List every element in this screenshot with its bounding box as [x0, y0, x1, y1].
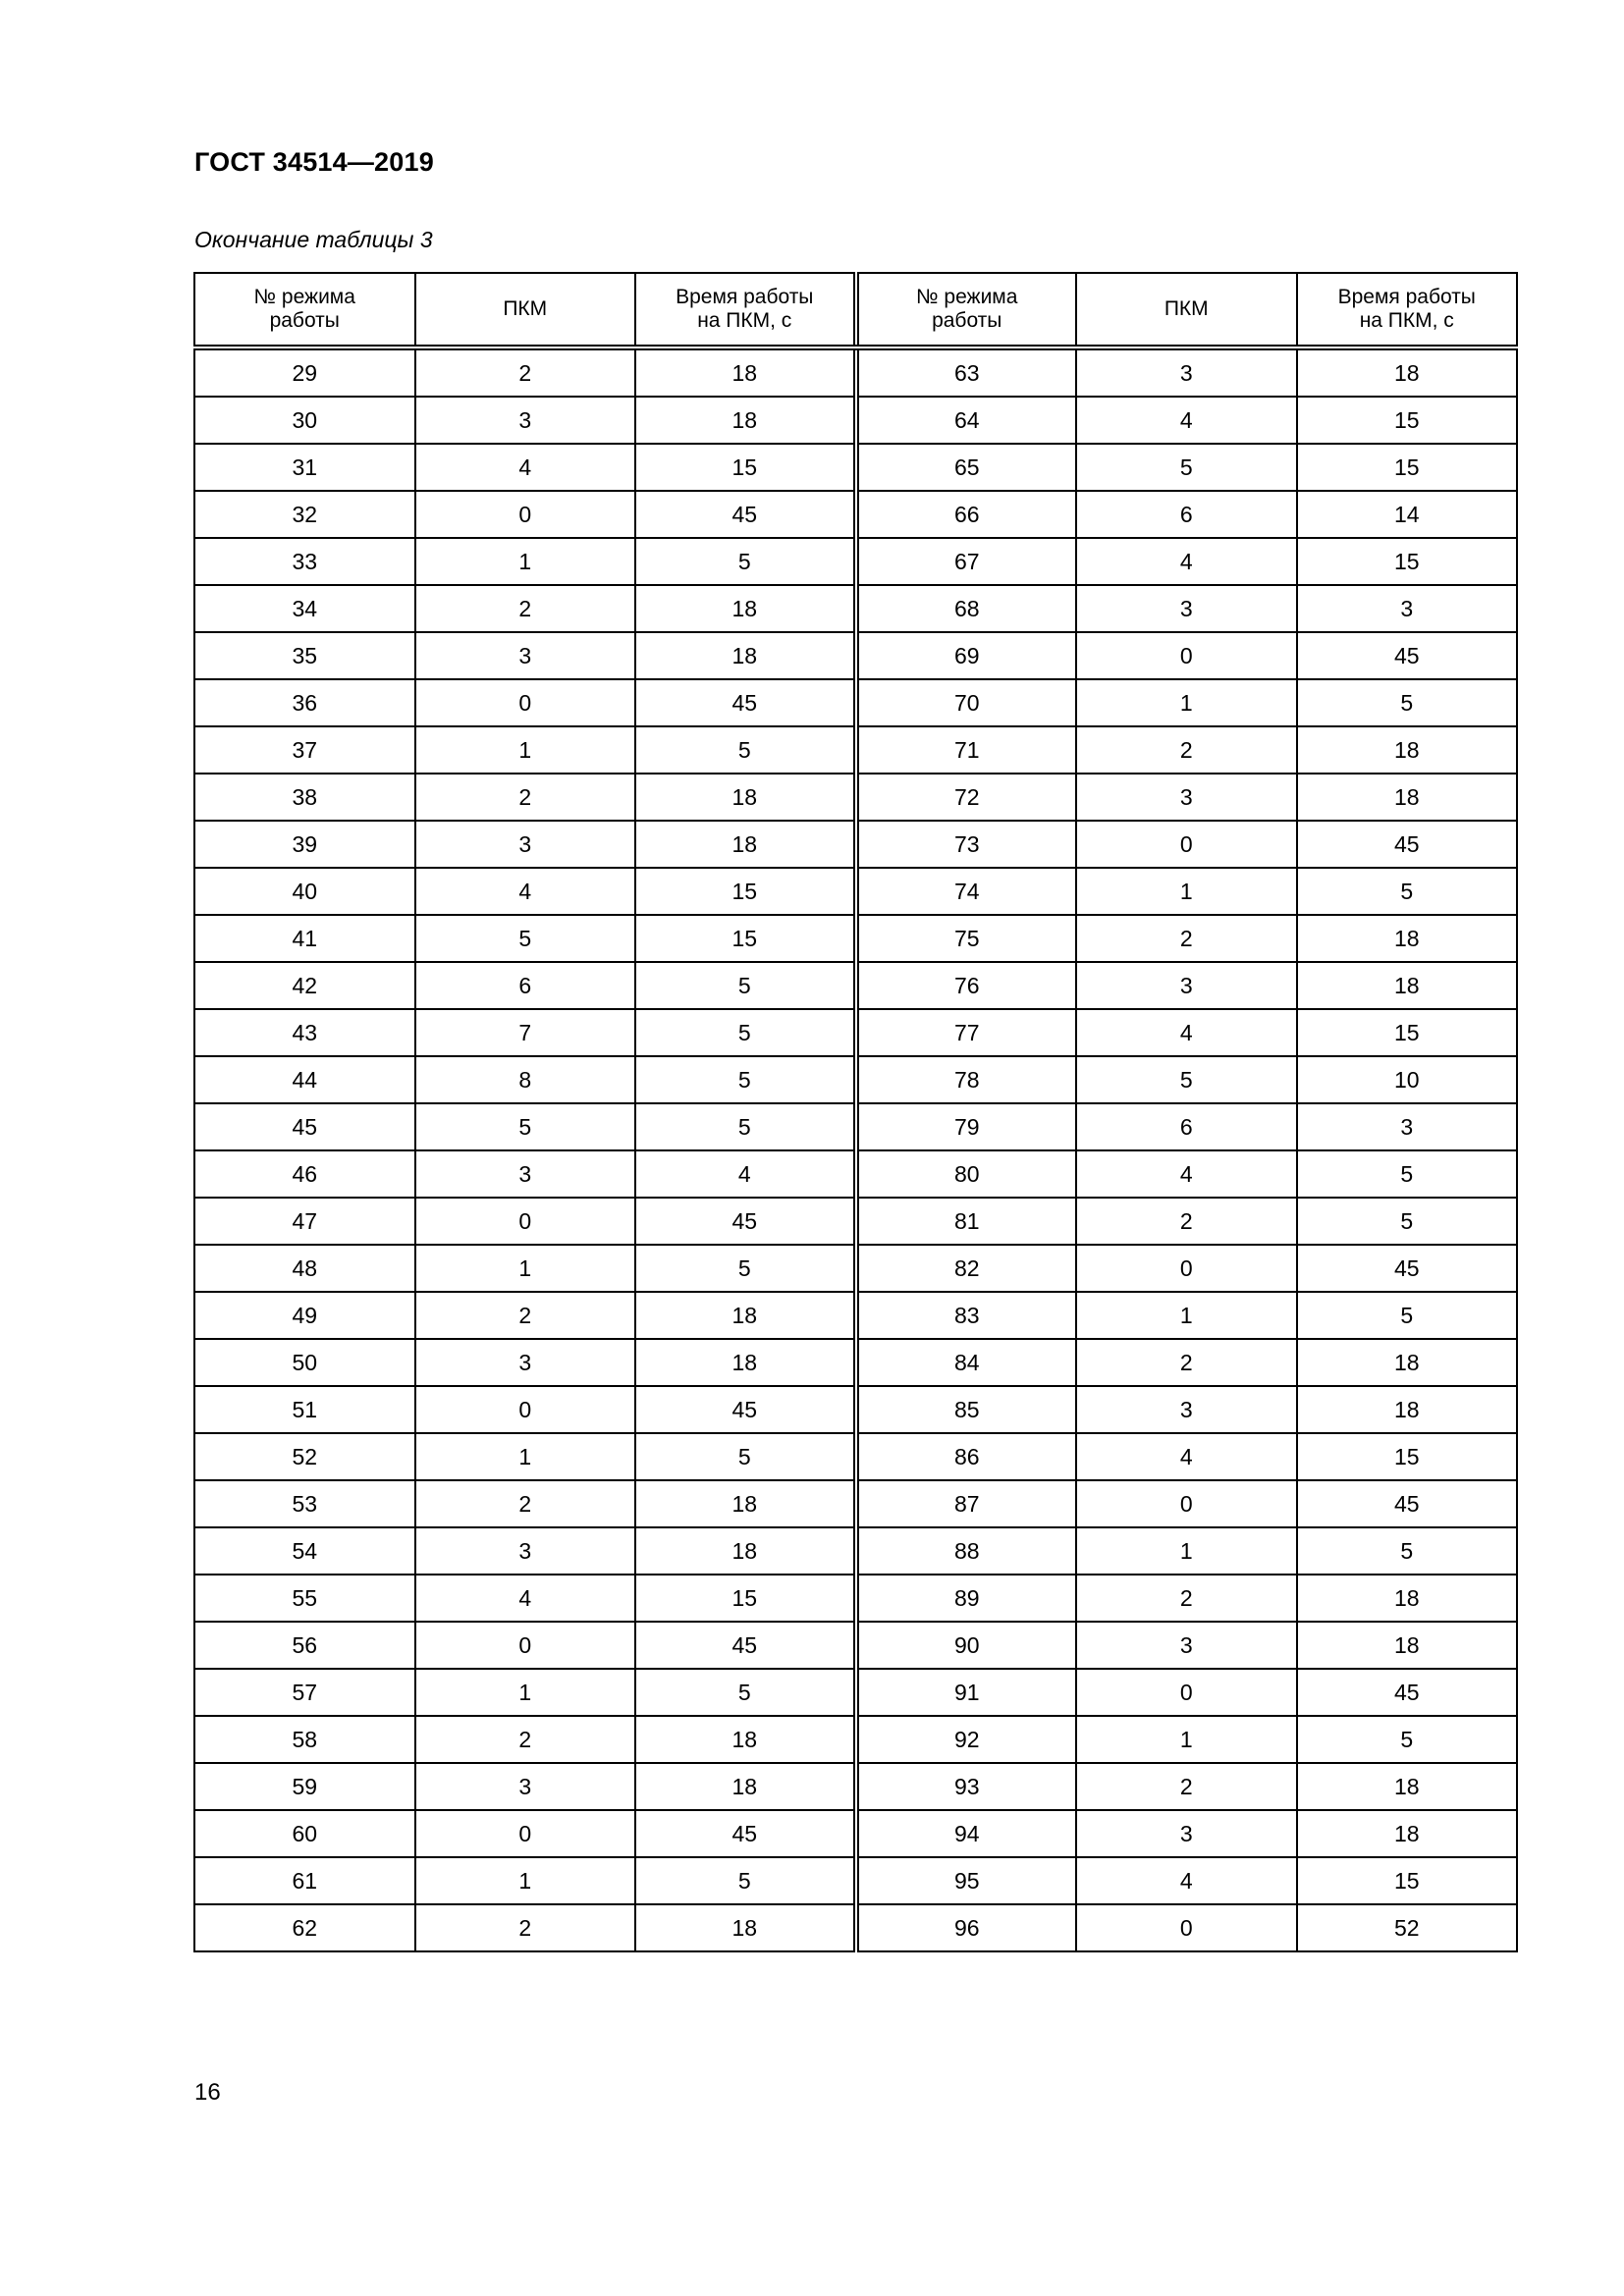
- pkm-cell: 0: [1076, 632, 1297, 679]
- mode-number-cell: 83: [856, 1292, 1077, 1339]
- work-time-cell: 52: [1297, 1904, 1518, 1951]
- header-work-time: [635, 273, 856, 347]
- mode-number-cell: 85: [856, 1386, 1077, 1433]
- pkm-cell: 1: [415, 1245, 636, 1292]
- mode-number-cell: 57: [194, 1669, 415, 1716]
- work-time-cell: 18: [635, 821, 856, 868]
- work-time-cell: 15: [1297, 1009, 1518, 1056]
- pkm-cell: 0: [1076, 1480, 1297, 1527]
- work-time-cell: 18: [1297, 1622, 1518, 1669]
- work-time-cell: 45: [1297, 1480, 1518, 1527]
- table-row: [194, 1575, 1517, 1622]
- mode-number-cell: 60: [194, 1810, 415, 1857]
- header-text-line: работы: [269, 309, 340, 332]
- work-time-cell: 18: [635, 347, 856, 397]
- mode-number-cell: 38: [194, 774, 415, 821]
- pkm-cell: 0: [415, 1810, 636, 1857]
- mode-number-cell: 73: [856, 821, 1077, 868]
- table-row: [194, 1857, 1517, 1904]
- pkm-cell: 8: [415, 1056, 636, 1103]
- mode-number-cell: 64: [856, 397, 1077, 444]
- table-row: [194, 1622, 1517, 1669]
- pkm-cell: 1: [415, 1857, 636, 1904]
- pkm-cell: 1: [1076, 868, 1297, 915]
- work-time-cell: 45: [1297, 821, 1518, 868]
- header-text-line: Время работы: [676, 286, 814, 308]
- pkm-cell: 6: [1076, 491, 1297, 538]
- pkm-cell: 0: [1076, 1669, 1297, 1716]
- mode-number-cell: 35: [194, 632, 415, 679]
- work-time-cell: 15: [1297, 538, 1518, 585]
- mode-number-cell: 89: [856, 1575, 1077, 1622]
- pkm-cell: 4: [1076, 538, 1297, 585]
- work-time-cell: 45: [635, 1386, 856, 1433]
- pkm-cell: 2: [415, 347, 636, 397]
- work-time-cell: 15: [635, 1575, 856, 1622]
- work-time-cell: 18: [635, 774, 856, 821]
- work-time-cell: 18: [635, 1339, 856, 1386]
- pkm-cell: 3: [415, 632, 636, 679]
- work-time-cell: 45: [1297, 632, 1518, 679]
- work-time-cell: 5: [1297, 1198, 1518, 1245]
- header-text-line: на ПКМ, с: [697, 309, 792, 332]
- mode-number-cell: 47: [194, 1198, 415, 1245]
- pkm-cell: 1: [415, 538, 636, 585]
- work-time-cell: 18: [1297, 1810, 1518, 1857]
- header-text-line: № режима: [253, 286, 355, 308]
- pkm-cell: 4: [1076, 1433, 1297, 1480]
- pkm-cell: 3: [1076, 1386, 1297, 1433]
- work-time-cell: 18: [635, 632, 856, 679]
- pkm-cell: 0: [415, 1386, 636, 1433]
- pkm-cell: 2: [1076, 1575, 1297, 1622]
- work-time-cell: 15: [635, 444, 856, 491]
- table-row: [194, 1480, 1517, 1527]
- work-time-cell: 3: [1297, 1103, 1518, 1150]
- table-row: [194, 1433, 1517, 1480]
- pkm-cell: 0: [1076, 1245, 1297, 1292]
- work-time-cell: 18: [635, 1904, 856, 1951]
- mode-number-cell: 36: [194, 679, 415, 726]
- mode-number-cell: 75: [856, 915, 1077, 962]
- document-title: ГОСТ 34514—2019: [194, 147, 434, 177]
- mode-number-cell: 32: [194, 491, 415, 538]
- work-time-cell: 18: [1297, 726, 1518, 774]
- work-time-cell: 5: [635, 1669, 856, 1716]
- mode-number-cell: 74: [856, 868, 1077, 915]
- pkm-cell: 5: [1076, 1056, 1297, 1103]
- mode-number-cell: 81: [856, 1198, 1077, 1245]
- table-row: [194, 1198, 1517, 1245]
- work-time-cell: 45: [635, 491, 856, 538]
- table-row: [194, 538, 1517, 585]
- header-mode-number: [194, 273, 415, 347]
- table-row: [194, 821, 1517, 868]
- table-row: [194, 397, 1517, 444]
- pkm-cell: 3: [415, 1527, 636, 1575]
- pkm-cell: 2: [415, 585, 636, 632]
- table-row: [194, 915, 1517, 962]
- table-row: [194, 491, 1517, 538]
- pkm-cell: 3: [1076, 1622, 1297, 1669]
- mode-number-cell: 53: [194, 1480, 415, 1527]
- work-time-cell: 5: [635, 1103, 856, 1150]
- table-row: [194, 868, 1517, 915]
- work-time-cell: 15: [1297, 1857, 1518, 1904]
- mode-number-cell: 51: [194, 1386, 415, 1433]
- table-row: [194, 726, 1517, 774]
- mode-number-cell: 40: [194, 868, 415, 915]
- mode-number-cell: 44: [194, 1056, 415, 1103]
- mode-number-cell: 56: [194, 1622, 415, 1669]
- work-time-cell: 18: [1297, 962, 1518, 1009]
- mode-number-cell: 82: [856, 1245, 1077, 1292]
- pkm-cell: 4: [415, 444, 636, 491]
- pkm-cell: 1: [1076, 679, 1297, 726]
- work-time-cell: 18: [635, 1480, 856, 1527]
- header-text-line: Время работы: [1337, 286, 1476, 308]
- work-time-cell: 45: [635, 679, 856, 726]
- mode-number-cell: 46: [194, 1150, 415, 1198]
- work-time-cell: 5: [635, 962, 856, 1009]
- mode-number-cell: 78: [856, 1056, 1077, 1103]
- pkm-cell: 3: [415, 821, 636, 868]
- table-row: [194, 585, 1517, 632]
- mode-number-cell: 72: [856, 774, 1077, 821]
- mode-number-cell: 70: [856, 679, 1077, 726]
- work-time-cell: 15: [1297, 397, 1518, 444]
- mode-number-cell: 59: [194, 1763, 415, 1810]
- pkm-cell: 1: [415, 726, 636, 774]
- mode-number-cell: 68: [856, 585, 1077, 632]
- mode-number-cell: 87: [856, 1480, 1077, 1527]
- work-time-cell: 18: [1297, 347, 1518, 397]
- table-row: [194, 1292, 1517, 1339]
- pkm-cell: 2: [415, 774, 636, 821]
- header-mode-number: [856, 273, 1077, 347]
- mode-number-cell: 37: [194, 726, 415, 774]
- work-time-cell: 18: [1297, 1575, 1518, 1622]
- data-table: [193, 272, 1518, 1952]
- work-time-cell: 15: [1297, 444, 1518, 491]
- mode-number-cell: 55: [194, 1575, 415, 1622]
- pkm-cell: 1: [415, 1669, 636, 1716]
- work-time-cell: 18: [1297, 1763, 1518, 1810]
- work-time-cell: 45: [1297, 1669, 1518, 1716]
- mode-number-cell: 33: [194, 538, 415, 585]
- pkm-cell: 5: [415, 1103, 636, 1150]
- pkm-cell: 2: [415, 1480, 636, 1527]
- pkm-cell: 2: [1076, 915, 1297, 962]
- table-row: [194, 1103, 1517, 1150]
- mode-number-cell: 43: [194, 1009, 415, 1056]
- pkm-cell: 1: [1076, 1716, 1297, 1763]
- work-time-cell: 45: [635, 1810, 856, 1857]
- pkm-cell: 0: [415, 491, 636, 538]
- pkm-cell: 0: [415, 679, 636, 726]
- mode-number-cell: 92: [856, 1716, 1077, 1763]
- header-pkm: [415, 273, 636, 347]
- work-time-cell: 5: [635, 1009, 856, 1056]
- pkm-cell: 3: [415, 1763, 636, 1810]
- pkm-cell: 2: [1076, 1763, 1297, 1810]
- table-row: [194, 1245, 1517, 1292]
- pkm-cell: 0: [415, 1622, 636, 1669]
- pkm-cell: 4: [1076, 1857, 1297, 1904]
- pkm-cell: 0: [415, 1198, 636, 1245]
- mode-number-cell: 29: [194, 347, 415, 397]
- work-time-cell: 18: [635, 1763, 856, 1810]
- work-time-cell: 18: [1297, 774, 1518, 821]
- pkm-cell: 3: [1076, 962, 1297, 1009]
- mode-number-cell: 86: [856, 1433, 1077, 1480]
- header-pkm: [1076, 273, 1297, 347]
- pkm-cell: 3: [415, 1339, 636, 1386]
- pkm-cell: 3: [1076, 774, 1297, 821]
- pkm-cell: 7: [415, 1009, 636, 1056]
- mode-number-cell: 66: [856, 491, 1077, 538]
- work-time-cell: 18: [635, 585, 856, 632]
- pkm-cell: 1: [1076, 1292, 1297, 1339]
- work-time-cell: 5: [1297, 1292, 1518, 1339]
- mode-number-cell: 76: [856, 962, 1077, 1009]
- work-time-cell: 45: [1297, 1245, 1518, 1292]
- mode-number-cell: 52: [194, 1433, 415, 1480]
- work-time-cell: 18: [1297, 1386, 1518, 1433]
- pkm-cell: 2: [415, 1292, 636, 1339]
- table-row: [194, 1810, 1517, 1857]
- mode-number-cell: 45: [194, 1103, 415, 1150]
- pkm-cell: 2: [1076, 726, 1297, 774]
- mode-number-cell: 80: [856, 1150, 1077, 1198]
- mode-number-cell: 34: [194, 585, 415, 632]
- pkm-cell: 3: [415, 397, 636, 444]
- pkm-cell: 6: [415, 962, 636, 1009]
- pkm-cell: 0: [1076, 1904, 1297, 1951]
- work-time-cell: 18: [1297, 915, 1518, 962]
- mode-number-cell: 77: [856, 1009, 1077, 1056]
- work-time-cell: 45: [635, 1622, 856, 1669]
- table-row: [194, 1009, 1517, 1056]
- mode-number-cell: 48: [194, 1245, 415, 1292]
- table-row: [194, 1386, 1517, 1433]
- mode-number-cell: 61: [194, 1857, 415, 1904]
- table-row: [194, 962, 1517, 1009]
- mode-number-cell: 42: [194, 962, 415, 1009]
- page-number: 16: [194, 2079, 221, 2106]
- mode-number-cell: 62: [194, 1904, 415, 1951]
- table-row: [194, 1669, 1517, 1716]
- header-text-line: № режима: [916, 286, 1018, 308]
- work-time-cell: 5: [635, 1056, 856, 1103]
- work-time-cell: 5: [635, 1857, 856, 1904]
- table-row: [194, 1056, 1517, 1103]
- pkm-cell: 4: [1076, 1009, 1297, 1056]
- pkm-cell: 6: [1076, 1103, 1297, 1150]
- table-row: [194, 774, 1517, 821]
- mode-number-cell: 90: [856, 1622, 1077, 1669]
- pkm-cell: 4: [415, 868, 636, 915]
- mode-number-cell: 30: [194, 397, 415, 444]
- header-text-line: работы: [932, 309, 1002, 332]
- work-time-cell: 18: [635, 397, 856, 444]
- work-time-cell: 5: [1297, 679, 1518, 726]
- mode-number-cell: 65: [856, 444, 1077, 491]
- table-row: [194, 1150, 1517, 1198]
- table-body: [194, 347, 1517, 1951]
- table-row: [194, 444, 1517, 491]
- work-time-cell: 3: [1297, 585, 1518, 632]
- mode-number-cell: 69: [856, 632, 1077, 679]
- pkm-cell: 2: [1076, 1339, 1297, 1386]
- header-work-time: [1297, 273, 1518, 347]
- mode-number-cell: 94: [856, 1810, 1077, 1857]
- header-text-line: ПКМ: [1164, 297, 1209, 320]
- pkm-cell: 4: [415, 1575, 636, 1622]
- pkm-cell: 3: [1076, 347, 1297, 397]
- table-row: [194, 347, 1517, 397]
- table-row: [194, 632, 1517, 679]
- work-time-cell: 4: [635, 1150, 856, 1198]
- table-row: [194, 1716, 1517, 1763]
- mode-number-cell: 49: [194, 1292, 415, 1339]
- table-caption: Окончание таблицы 3: [194, 227, 433, 252]
- table-header-row: [194, 273, 1517, 347]
- work-time-cell: 45: [635, 1198, 856, 1245]
- table-row: [194, 679, 1517, 726]
- pkm-cell: 2: [415, 1904, 636, 1951]
- table-row: [194, 1339, 1517, 1386]
- pkm-cell: 4: [1076, 397, 1297, 444]
- mode-number-cell: 93: [856, 1763, 1077, 1810]
- pkm-cell: 1: [1076, 1527, 1297, 1575]
- pkm-cell: 0: [1076, 821, 1297, 868]
- work-time-cell: 18: [1297, 1339, 1518, 1386]
- pkm-cell: 4: [1076, 1150, 1297, 1198]
- table-row: [194, 1763, 1517, 1810]
- header-text-line: ПКМ: [503, 297, 548, 320]
- mode-number-cell: 88: [856, 1527, 1077, 1575]
- work-time-cell: 5: [1297, 1150, 1518, 1198]
- pkm-cell: 2: [1076, 1198, 1297, 1245]
- mode-number-cell: 84: [856, 1339, 1077, 1386]
- work-time-cell: 18: [635, 1716, 856, 1763]
- work-time-cell: 15: [635, 868, 856, 915]
- work-time-cell: 5: [635, 538, 856, 585]
- mode-number-cell: 50: [194, 1339, 415, 1386]
- work-time-cell: 14: [1297, 491, 1518, 538]
- work-time-cell: 5: [635, 1433, 856, 1480]
- work-time-cell: 10: [1297, 1056, 1518, 1103]
- work-time-cell: 18: [635, 1292, 856, 1339]
- mode-number-cell: 63: [856, 347, 1077, 397]
- mode-number-cell: 95: [856, 1857, 1077, 1904]
- pkm-cell: 3: [1076, 585, 1297, 632]
- mode-number-cell: 39: [194, 821, 415, 868]
- pkm-cell: 3: [1076, 1810, 1297, 1857]
- work-time-cell: 5: [1297, 1716, 1518, 1763]
- mode-number-cell: 71: [856, 726, 1077, 774]
- work-time-cell: 15: [1297, 1433, 1518, 1480]
- pkm-cell: 3: [415, 1150, 636, 1198]
- work-time-cell: 15: [635, 915, 856, 962]
- table-row: [194, 1527, 1517, 1575]
- work-time-cell: 5: [635, 1245, 856, 1292]
- mode-number-cell: 31: [194, 444, 415, 491]
- mode-number-cell: 96: [856, 1904, 1077, 1951]
- header-text-line: на ПКМ, с: [1359, 309, 1454, 332]
- pkm-cell: 5: [415, 915, 636, 962]
- mode-number-cell: 79: [856, 1103, 1077, 1150]
- pkm-cell: 2: [415, 1716, 636, 1763]
- mode-number-cell: 91: [856, 1669, 1077, 1716]
- mode-number-cell: 58: [194, 1716, 415, 1763]
- work-time-cell: 5: [1297, 868, 1518, 915]
- table-row: [194, 1904, 1517, 1951]
- pkm-cell: 1: [415, 1433, 636, 1480]
- work-time-cell: 18: [635, 1527, 856, 1575]
- work-time-cell: 5: [635, 726, 856, 774]
- work-time-cell: 5: [1297, 1527, 1518, 1575]
- mode-number-cell: 67: [856, 538, 1077, 585]
- mode-number-cell: 41: [194, 915, 415, 962]
- pkm-cell: 5: [1076, 444, 1297, 491]
- mode-number-cell: 54: [194, 1527, 415, 1575]
